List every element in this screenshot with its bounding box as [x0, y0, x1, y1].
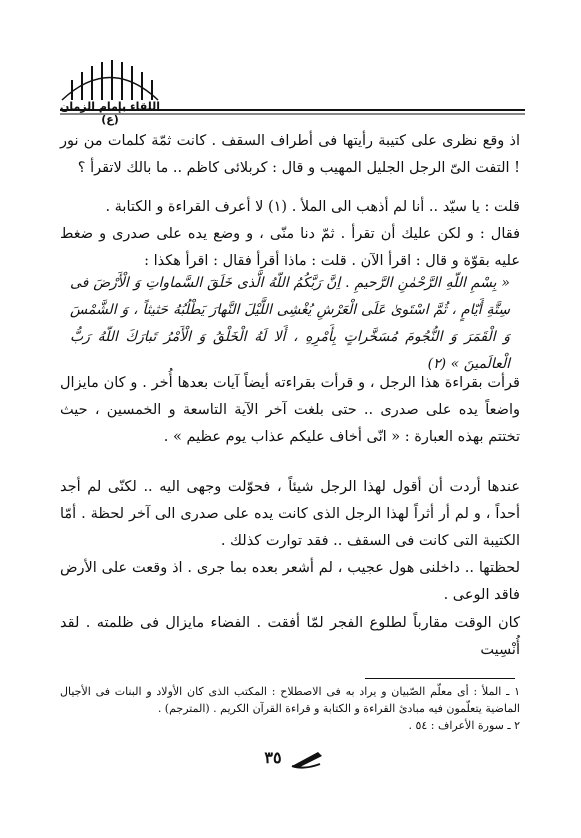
quill-icon — [290, 748, 324, 770]
paragraph-7: كان الوقت مقارباً لطلوع الفجر لمّا أفقت . الفضاء مايزال فى ظلمته . لقد أُنْسِيت — [60, 615, 520, 658]
page-number: ٣٥ — [264, 748, 282, 767]
paragraph-6: لحظتها .. داخلنى هول عجيب ، لم أشعر بعده بما جرى . اذ وقعت على الأرض فاقد الوعى . — [60, 560, 520, 603]
paragraph-1: اذ وقع نظرى على كتيبة رأيتها فى أطراف السقف . كانت ثمّة كلمات من نور ! التفت الىّ الرجل الجليل المهيب و قال : كربلائى كاظم .. ما بالك لاتقرأ ؟ — [60, 133, 520, 176]
footnote-divider — [365, 678, 515, 679]
paragraph-3: فقال : و لكن عليك أن تقرأ . ثمّ دنا منّى ، و وضع يده على صدرى و ضغط عليه بقوّة و قال : اقرأ الآن . قلت : ماذا أقرأ فقال : اقرأ هكذا : — [60, 226, 520, 269]
footnote-2: ٢ ـ سورة الأعراف : ٥٤ . — [408, 719, 520, 732]
paragraph-4: قرأت بقراءة هذا الرجل ، و قرأت بقراءته أيضاً آيات بعدها أُخر . و كان مايزال واضعاً يده على صدرى .. حتى بلغت آخر الآية التاسعة و الخمسين ، حيث تختتم بهذه العبارة : « انّى أخاف عليكم عذاب يوم عظيم » . — [60, 375, 520, 445]
page-header — [0, 0, 581, 125]
paragraph-5: عندها أردت أن أقول لهذا الرجل شيئاً ، فحوّلت وجهى اليه .. لكنّى لم أجد أحداً ، و لم أر أثراً لهذا الرجل الذى كانت يده على صدرى الى آخر لحظة . أمّا الكتيبة التى كانت فى السقف .. فقد توارت كذلك . — [60, 479, 520, 549]
paragraph-2: قلت : يا سيّد .. أنا لم أذهب الى الملأ . (١) لا أعرف القراءة و الكتابة . — [105, 199, 520, 215]
running-title: اللقاء بإمام الزمان (ع) — [59, 100, 161, 126]
footnotes — [60, 683, 520, 734]
footnote-1: ١ ـ الملأ : أى معلّم الصّبيان و يراد به فى الاصطلاح : المكتب الذى كان الأولاد و البنات فى الأجيال الماضية يتعلّمون فيه مبادئ القراءة و الكتابة و قراءة القرآن الكريم . (المترجم) . — [60, 685, 520, 715]
quran-verse: « بِسْمِ اللّهِ الرَّحْمٰنِ الرَّحيمِ . اِنَّ رَبَّكُمُ اللّهُ الَّذى خَلَقَ السَّماواتِ وَ الْأَرْضَ فى سِتَّةِ أَيّامٍ ، ثُمَّ اسْتَوىٰ عَلَى الْعَرْشِ يُغْشِى اللَّيْلَ النَّهارَ يَطْلُبُهُ حَثيثاً ، وَ الشَّمْسَ وَ الْقَمَرَ وَ النُّجُومَ مُسَخَّراتٍ بِأَمْرِهِ ، أَلا لَهُ الْخَلْقُ وَ الْأَمْرُ تَبارَكَ اللّهُ رَبُّ الْعالَمينَ » (٢) — [70, 275, 510, 372]
